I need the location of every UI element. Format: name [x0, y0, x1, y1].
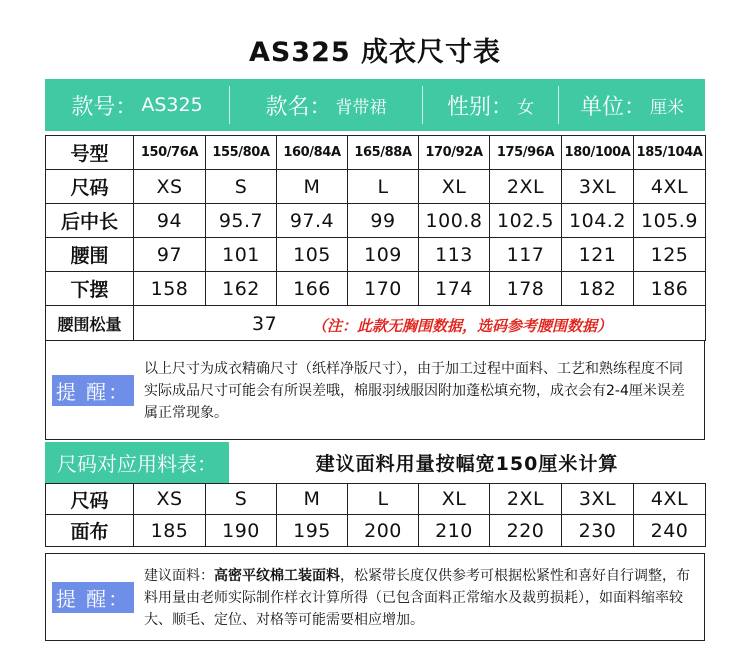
- fabric-size-cell: 3XL: [562, 484, 634, 515]
- back-length-row: [46, 204, 706, 238]
- fabric-size-cell: L: [348, 484, 419, 515]
- unit-value: 厘米: [650, 97, 684, 118]
- waist-ease-note: （注：此款无胸围数据，选码参考腰围数据）: [312, 317, 613, 335]
- fabric-amount-cell: 240: [634, 515, 706, 547]
- back-length-cell: 94: [134, 204, 206, 238]
- row-label: 号型: [46, 136, 134, 170]
- back-length-cell: 104.2: [562, 204, 634, 238]
- row-label: 尺码: [46, 170, 134, 204]
- size-table: [45, 135, 706, 341]
- spec-cell: 175/96A: [490, 136, 562, 170]
- fabric-amount-cell: 210: [419, 515, 490, 547]
- tip-text: 以上尺寸为成衣精确尺寸（纸样净版尺寸），由于加工过程中面料、工艺和熟练程度不同实际成品尺寸可能会有所误差哦，棉服羽绒服因附加蓬松填充物，成衣会有2-4厘米误差属正常现象。: [144, 361, 685, 421]
- back-length-cell: 97.4: [277, 204, 348, 238]
- style-number-cell: [45, 79, 229, 131]
- row-label: 尺码: [46, 484, 134, 515]
- fabric-calc-note: 建议面料用量按幅宽150厘米计算: [315, 453, 619, 475]
- size-cell: 4XL: [634, 170, 706, 204]
- fabric-amount-cell: 200: [348, 515, 419, 547]
- back-length-cell: 102.5: [490, 204, 562, 238]
- style-name-cell: [230, 79, 422, 131]
- fabric-amount-cell: 185: [134, 515, 206, 547]
- fabric-amount-cell: 230: [562, 515, 634, 547]
- size-cell: L: [348, 170, 419, 204]
- gender-label: 性别：: [446, 94, 513, 120]
- waist-cell: 97: [134, 238, 206, 272]
- back-length-cell: 95.7: [206, 204, 277, 238]
- back-length-cell: 100.8: [419, 204, 490, 238]
- size-cell: 3XL: [562, 170, 634, 204]
- waist-cell: 101: [206, 238, 277, 272]
- gender-value: 女: [517, 97, 534, 118]
- size-cell: XS: [134, 170, 206, 204]
- hem-cell: 186: [634, 272, 706, 306]
- waist-ease-label: 腰围松量: [46, 306, 134, 341]
- tip-text-prefix: 建议面料：: [144, 568, 214, 584]
- waist-cell: 117: [490, 238, 562, 272]
- size-cell: M: [277, 170, 348, 204]
- spec-cell: 165/88A: [348, 136, 419, 170]
- unit-cell: [559, 79, 705, 131]
- spec-cell: 155/80A: [206, 136, 277, 170]
- spec-cell: 180/100A: [562, 136, 634, 170]
- waist-ease-content: [134, 306, 706, 341]
- tip-text-fabric: 高密平纹棉工装面料: [214, 568, 340, 584]
- fabric-size-cell: XS: [134, 484, 206, 515]
- hem-row: [46, 272, 706, 306]
- size-row: [46, 170, 706, 204]
- waist-ease-row: [46, 306, 706, 341]
- waist-ease-value: 37: [252, 313, 278, 335]
- hem-cell: 182: [562, 272, 634, 306]
- fabric-amount-row: [46, 515, 706, 547]
- waist-cell: 113: [419, 238, 490, 272]
- fabric-size-row: [46, 484, 706, 515]
- fabric-table-title: 尺码对应用料表：: [45, 442, 229, 483]
- row-label: 面布: [46, 515, 134, 547]
- hem-cell: 170: [348, 272, 419, 306]
- fabric-amount-cell: 220: [490, 515, 562, 547]
- row-label: 后中长: [46, 204, 134, 238]
- fabric-size-cell: M: [277, 484, 348, 515]
- size-cell: XL: [419, 170, 490, 204]
- waist-cell: 125: [634, 238, 706, 272]
- unit-label: 单位：: [579, 94, 646, 120]
- waist-row: [46, 238, 706, 272]
- hem-cell: 162: [206, 272, 277, 306]
- fabric-size-cell: S: [206, 484, 277, 515]
- waist-cell: 109: [348, 238, 419, 272]
- back-length-cell: 105.9: [634, 204, 706, 238]
- style-name-label: 款名：: [265, 94, 332, 120]
- fabric-size-cell: XL: [419, 484, 490, 515]
- spec-cell: 170/92A: [419, 136, 490, 170]
- tip-box-2: [45, 553, 705, 641]
- spec-cell: 185/104A: [634, 136, 706, 170]
- back-length-cell: 99: [348, 204, 419, 238]
- spec-row: [46, 136, 706, 170]
- row-label: 下摆: [46, 272, 134, 306]
- row-label: 腰围: [46, 238, 134, 272]
- page-title: AS325 成衣尺寸表: [248, 37, 502, 68]
- hem-cell: 166: [277, 272, 348, 306]
- fabric-amount-cell: 195: [277, 515, 348, 547]
- hem-cell: 158: [134, 272, 206, 306]
- fabric-amount-cell: 190: [206, 515, 277, 547]
- style-number-label: 款号：: [71, 94, 138, 120]
- fabric-table: [45, 483, 706, 547]
- style-name-value: 背带裙: [335, 97, 387, 118]
- gender-cell: [423, 79, 558, 131]
- waist-cell: 105: [277, 238, 348, 272]
- size-cell: 2XL: [490, 170, 562, 204]
- hem-cell: 174: [419, 272, 490, 306]
- waist-cell: 121: [562, 238, 634, 272]
- tip-text: [144, 565, 696, 631]
- spec-cell: 160/84A: [277, 136, 348, 170]
- hem-cell: 178: [490, 272, 562, 306]
- tip-label: 提 醒：: [52, 375, 134, 406]
- tip-box-1: [45, 340, 705, 440]
- size-cell: S: [206, 170, 277, 204]
- spec-cell: 150/76A: [134, 136, 206, 170]
- style-number-value: AS325: [141, 94, 203, 116]
- tip-label: 提 醒：: [52, 582, 134, 613]
- tip-text-rest: ，松紧带长度仅供参考可根据松紧性和喜好自行调整，布料用量由老师实际制作样衣计算所得（已包含面料正常缩水及裁剪损耗），如面料缩率较大、顺毛、定位、对格等可能需要相应增加。: [144, 568, 690, 628]
- fabric-size-cell: 4XL: [634, 484, 706, 515]
- fabric-size-cell: 2XL: [490, 484, 562, 515]
- style-info-bar: [45, 79, 705, 131]
